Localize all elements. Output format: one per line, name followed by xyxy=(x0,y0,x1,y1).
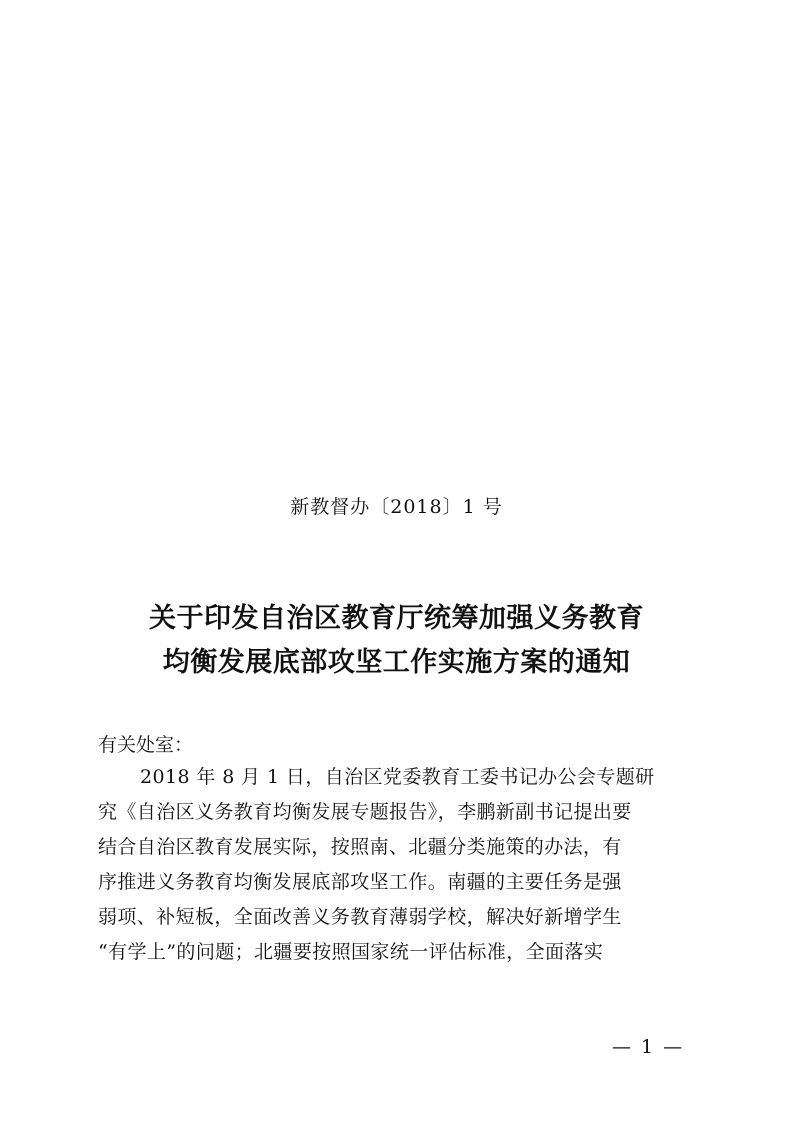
title-line-1: 关于印发自治区教育厅统筹加强义务教育 xyxy=(149,603,644,634)
document-title xyxy=(0,597,793,685)
title-line-2: 均衡发展底部攻坚工作实施方案的通知 xyxy=(162,647,631,678)
body-line-5: 弱项、补短板，全面改善义务教育薄弱学校，解决好新增学生 xyxy=(98,906,622,928)
body-line-3: 结合自治区教育发展实际，按照南、北疆分类施策的办法，有 xyxy=(98,836,622,858)
document-number: 新教督办〔2018〕1 号 xyxy=(290,496,503,518)
body-line-2: 究《自治区义务教育均衡发展专题报告》，李鹏新副书记提出要 xyxy=(98,801,632,823)
page-number: — 1 — xyxy=(612,1036,685,1058)
body-line-4: 序推进义务教育均衡发展底部攻坚工作。南疆的主要任务是强 xyxy=(98,871,622,893)
body-line-6: “有学上”的问题；北疆要按照国家统一评估标准，全面落实 xyxy=(98,941,604,963)
body-paragraph xyxy=(98,760,710,970)
body-line-1: 2018 年 8 月 1 日，自治区党委教育工委书记办公会专题研 xyxy=(140,766,655,788)
salutation: 有关处室： xyxy=(98,734,194,756)
